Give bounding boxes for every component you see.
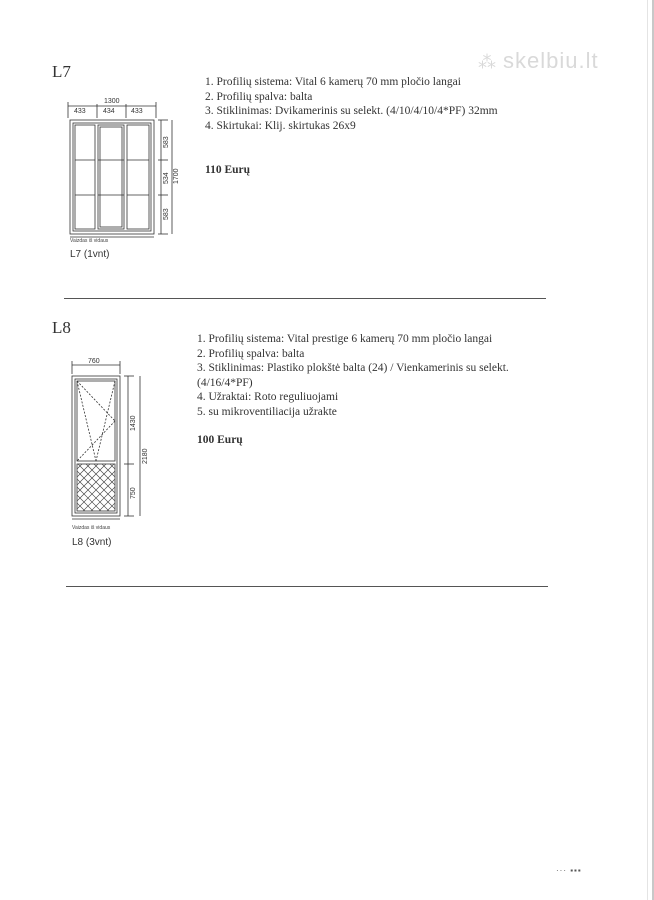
dim-bottom-h: 750	[130, 487, 137, 499]
spec-item: 1. Profilių sistema: Vital prestige 6 kamerų 70 mm pločio langai	[197, 333, 493, 345]
dim-right: 433	[131, 108, 143, 115]
spec-item: 2. Profilių spalva: balta	[205, 90, 313, 103]
view-caption-l8: Vaizdas iš vidaus	[72, 525, 111, 531]
spec-item: 2. Profilių spalva: balta	[197, 347, 305, 360]
dim-middle: 434	[103, 108, 115, 115]
spec-item: 3. Stiklinimas: Dvikamerinis su selekt. (4/10/4/10/4*PF) 32mm	[205, 105, 498, 118]
price-l7: 110 Eurų	[205, 164, 251, 176]
spec-list-l7	[205, 75, 498, 133]
dim-left: 433	[74, 108, 86, 115]
door-drawing-l8	[66, 356, 150, 526]
scan-edge-inner	[647, 0, 648, 900]
spec-item: (4/16/4*PF)	[197, 376, 253, 389]
page-id: ··· ▪▪▪	[556, 866, 582, 875]
section-title-l8: L8	[52, 318, 71, 337]
spec-item: 1. Profilių sistema: Vital 6 kamerų 70 mm pločio langai	[205, 76, 461, 88]
section-divider	[64, 298, 546, 299]
drawing-caption-l7: L7 (1vnt)	[70, 249, 110, 260]
section-title-l7: L7	[52, 62, 71, 81]
window-drawing-l7	[64, 96, 184, 246]
dim-bottom-h: 583	[163, 208, 170, 220]
section-divider	[66, 586, 548, 587]
price-l8: 100 Eurų	[197, 434, 243, 446]
dim-top-h: 583	[163, 136, 170, 148]
spec-item: 3. Stiklinimas: Plastiko plokštė balta (24) / Vienkamerinis su selekt.	[197, 362, 509, 375]
watermark-icon: ⁂	[478, 52, 504, 72]
view-caption-l7: Vaizdas iš vidaus	[70, 238, 109, 244]
dim-total-width: 1300	[104, 98, 120, 105]
dim-mid-h: 534	[163, 172, 170, 184]
spec-item: 4. Užraktai: Roto reguliuojami	[197, 391, 339, 404]
watermark	[478, 48, 599, 74]
dim-total-h: 2180	[142, 448, 149, 464]
spec-list-l8	[197, 332, 509, 420]
spec-item: 5. su mikroventiliacija užrakte	[197, 405, 337, 418]
watermark-text: skelbiu.lt	[503, 48, 599, 73]
dim-width: 760	[88, 358, 100, 365]
drawing-caption-l8: L8 (3vnt)	[72, 537, 112, 548]
spec-item: 4. Skirtukai: Klij. skirtukas 26x9	[205, 119, 356, 132]
dim-top-h: 1430	[130, 415, 137, 431]
dim-total-h: 1700	[173, 168, 180, 184]
